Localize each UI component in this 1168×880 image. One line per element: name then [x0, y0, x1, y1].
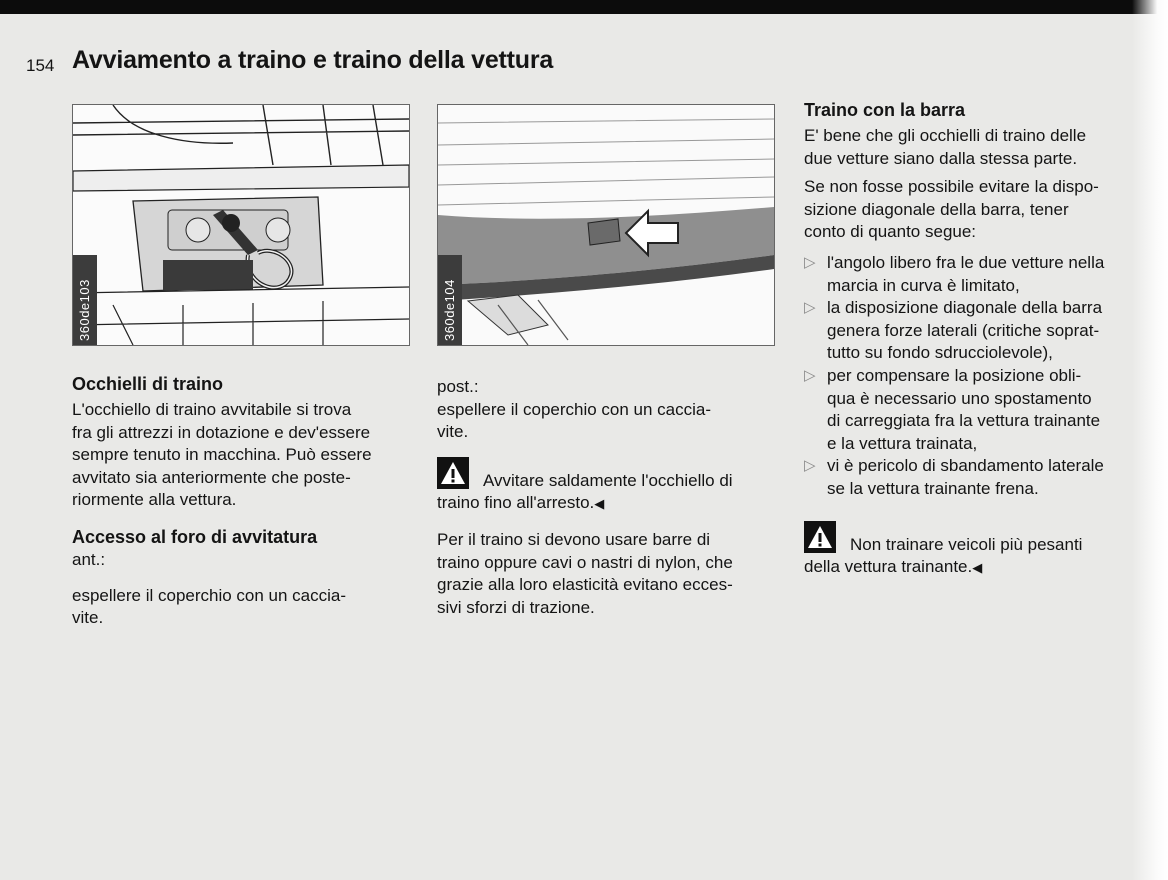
figure-rear-bumper-cover — [437, 104, 775, 346]
list-item: ▷ per compensare la posizione obli- qua è necessario uno spostamento di carreggiata fra la vettura trainante e la vettura trainata, — [804, 365, 1101, 453]
warning-towing-eye: Avvitare saldamente l'occhiello di traino fino all'arresto.◀ — [437, 457, 787, 516]
warning-triangle-icon — [437, 457, 469, 489]
column-1 — [72, 372, 422, 630]
bullet-arrow-icon: ▷ — [804, 299, 816, 317]
label-post: post.: — [437, 377, 479, 396]
scan-right-edge — [1132, 0, 1168, 880]
end-mark-icon: ◀ — [972, 560, 983, 576]
paragraph-post: espellere il coperchio con un caccia- vite. — [437, 399, 712, 442]
figure-code-left: 360de103 — [77, 279, 92, 341]
bullet-arrow-icon: ▷ — [804, 253, 816, 271]
list-item: ▷ vi è pericolo di sbandamento laterale se la vettura trainante frena. — [804, 456, 1104, 498]
list-item: ▷ l'angolo libero fra le due vetture nella marcia in curva è limitato, — [804, 252, 1105, 295]
towing-eye-illustration — [73, 105, 409, 345]
paragraph-occhielli: L'occhiello di traino avvitabile si trova fra gli attrezzi in dotazione e dev'essere sempre tenuto in macchina. Può essere avvitato sia anteriormente che poste- riormente alla vettura. — [72, 400, 372, 510]
paragraph-diagonale: Se non fosse possibile evitare la dispo- sizione diagonale della barra, tener conto di quanto segue: — [804, 177, 1099, 242]
page-title: Avviamento a traino e traino della vettura — [72, 46, 554, 74]
bullet-list — [804, 252, 1154, 501]
end-mark-icon: ◀ — [594, 496, 605, 512]
paragraph-ant: espellere il coperchio con un caccia- vite. — [72, 585, 347, 628]
heading-accesso: Accesso al foro di avvitatura — [72, 526, 318, 547]
list-item: ▷ la disposizione diagonale della barra genera forze laterali (critiche soprat- tutto su fondo sdrucciolevole), — [804, 298, 1103, 363]
label-ant: ant.: — [72, 549, 106, 569]
paragraph-barre: Per il traino si devono usare barre di traino oppure cavi o nastri di nylon, che grazie alla loro elasticità evitano ecces- sivi sforzi di trazione. — [437, 529, 733, 617]
page-number: 154 — [26, 56, 55, 75]
column-3 — [804, 98, 1154, 580]
bumper-cover-illustration — [438, 105, 774, 345]
warning-heavier-vehicles: Non trainare veicoli più pesanti della vettura trainante.◀ — [804, 521, 1154, 580]
figure-code-right: 360de104 — [442, 279, 457, 341]
bullet-arrow-icon: ▷ — [804, 366, 816, 384]
heading-occhielli: Occhielli di traino — [72, 374, 224, 394]
bullet-arrow-icon: ▷ — [804, 457, 816, 475]
figure-towing-eye-toolkit — [72, 104, 410, 346]
warning-triangle-icon — [804, 521, 836, 553]
column-2 — [437, 372, 787, 619]
scan-top-edge — [0, 0, 1168, 14]
paragraph-intro: E' bene che gli occhielli di traino delle due vetture siano dalla stessa parte. — [804, 126, 1087, 168]
heading-traino-barra: Traino con la barra — [804, 100, 966, 120]
